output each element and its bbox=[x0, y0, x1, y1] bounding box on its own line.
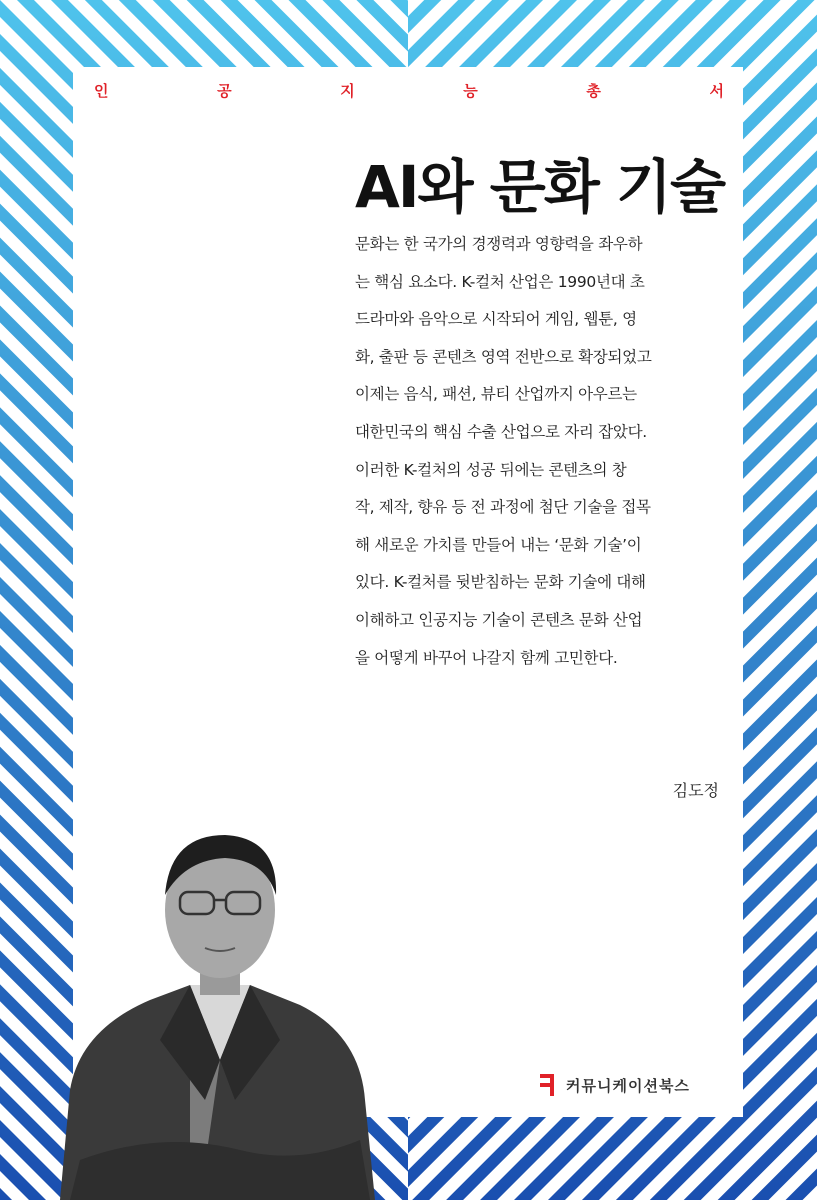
publisher-logo bbox=[540, 1074, 690, 1096]
description-line: 이러한 K-컬처의 성공 뒤에는 콘텐츠의 창 bbox=[355, 460, 627, 479]
book-description bbox=[355, 226, 725, 677]
description-line: 이해하고 인공지능 기술이 콘텐츠 문화 산업 bbox=[355, 610, 643, 629]
description-line: 을 어떻게 바꾸어 나갈지 함께 고민한다. bbox=[355, 648, 618, 667]
description-line: 는 핵심 요소다. K-컬처 산업은 1990년대 초 bbox=[355, 272, 645, 291]
publisher-name: 커뮤니케이션북스 bbox=[566, 1076, 690, 1095]
description-line: 작, 제작, 향유 등 전 과정에 첨단 기술을 접목 bbox=[355, 498, 651, 517]
series-char: 지 bbox=[340, 82, 355, 100]
description-line: 문화는 한 국가의 경쟁력과 영향력을 좌우하 bbox=[355, 235, 643, 253]
description-line: 있다. K-컬처를 뒷받침하는 문화 기술에 대해 bbox=[355, 573, 646, 592]
series-char: 능 bbox=[463, 82, 478, 100]
series-char: 인 bbox=[94, 82, 109, 100]
description-line: 화, 출판 등 콘텐츠 영역 전반으로 확장되었고 bbox=[355, 347, 652, 366]
series-char: 서 bbox=[709, 82, 724, 100]
author-portrait bbox=[40, 800, 380, 1200]
series-label bbox=[94, 80, 724, 101]
description-line: 드라마와 음악으로 시작되어 게임, 웹툰, 영 bbox=[355, 310, 637, 329]
description-line: 해 새로운 가치를 만들어 내는 ‘문화 기술’이 bbox=[355, 535, 642, 554]
publisher-mark-icon bbox=[540, 1074, 558, 1096]
book-title: AI와 문화 기술 bbox=[355, 153, 724, 221]
description-line: 대한민국의 핵심 수출 산업으로 자리 잡았다. bbox=[355, 422, 647, 441]
description-line: 이제는 음식, 패션, 뷰티 산업까지 아우르는 bbox=[355, 385, 637, 404]
author-name: 김도정 bbox=[672, 781, 719, 800]
series-char: 공 bbox=[217, 82, 232, 100]
series-char: 총 bbox=[586, 82, 601, 100]
